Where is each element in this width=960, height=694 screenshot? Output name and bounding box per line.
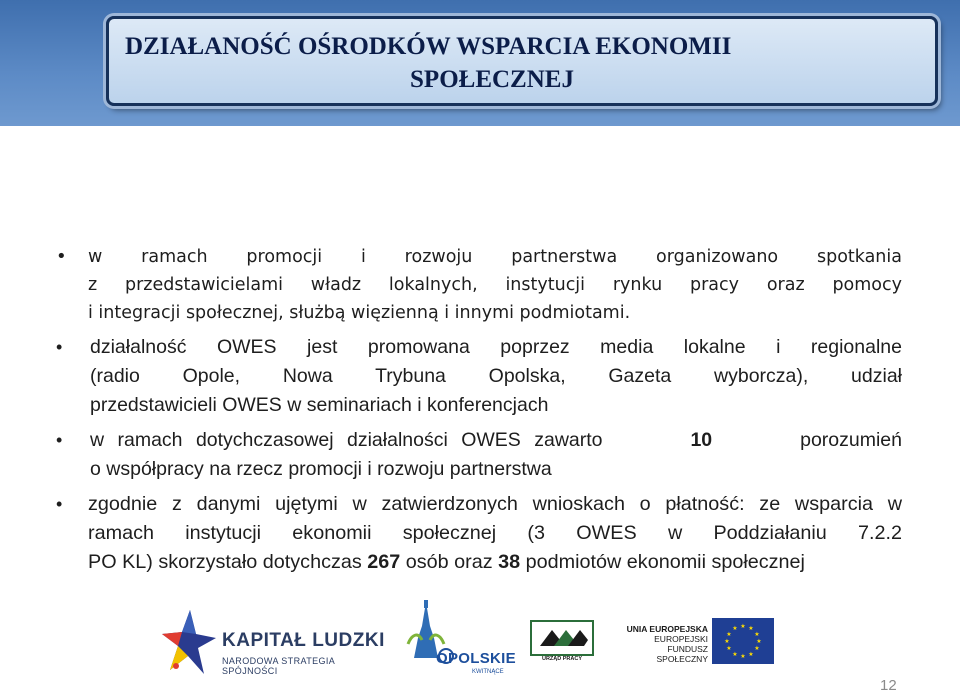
- bullet-dot-icon: •: [56, 337, 63, 357]
- slide-title: [109, 30, 935, 96]
- bullet-dot-icon: •: [56, 246, 67, 267]
- svg-text:★: ★: [748, 651, 754, 658]
- bullet-text: podmiotów ekonomii społecznej: [520, 551, 805, 573]
- svg-text:★: ★: [726, 631, 732, 638]
- svg-text:★: ★: [732, 651, 738, 658]
- page-number: 12: [880, 677, 897, 694]
- urzad-pracy-logo: [530, 620, 594, 668]
- entities-count: 38: [498, 551, 521, 573]
- bullet-line: [88, 426, 902, 455]
- eu-line2: EUROPEJSKI: [654, 634, 708, 644]
- bullet-line: ramach instytucji ekonomii społecznej (3 OWES w Poddziałaniu 7.2.2: [88, 522, 902, 544]
- kapital-ludzki-name: KAPITAŁ LUDZKI: [222, 630, 385, 651]
- bullet-line: zgodnie z danymi ujętymi w zatwierdzonych wnioskach o płatność: ze wsparcia w: [88, 493, 902, 515]
- bullet-line: i integracji społecznej, służbą więzienną i innymi podmiotami.: [88, 303, 631, 323]
- bullet-line: działalność OWES jest promowana poprzez media lokalne i regionalne: [90, 336, 902, 358]
- opolskie-subtitle: KWITNĄCE: [472, 669, 504, 675]
- bullet-item: [56, 490, 902, 577]
- svg-text:★: ★: [740, 623, 746, 630]
- urzad-pracy-label: URZĄD PRACY: [541, 656, 583, 662]
- logo-strip: [160, 598, 780, 684]
- svg-text:★: ★: [724, 638, 730, 645]
- eu-text: [614, 624, 708, 664]
- svg-text:★: ★: [740, 653, 746, 660]
- title-box: [106, 16, 938, 106]
- bullet-text: PO KL) skorzystało dotychczas: [88, 551, 368, 573]
- bullet-dot-icon: •: [56, 494, 63, 514]
- opolskie-logo: [398, 598, 518, 684]
- bullet-text: osób oraz: [400, 551, 499, 573]
- bullet-line: (radio Opole, Nowa Trybuna Opolska, Gazeta wyborcza), udział: [90, 365, 902, 387]
- bullet-item: [56, 333, 902, 420]
- eu-line3: FUNDUSZ SPOŁECZNY: [656, 644, 708, 664]
- bullet-line: z przedstawicielami władz lokalnych, instytucji rynku pracy oraz pomocy: [88, 275, 902, 295]
- urzad-pracy-emblem-icon: [530, 620, 594, 656]
- opolskie-name: OPOLSKIE: [436, 650, 516, 667]
- kapital-ludzki-logo: [160, 604, 388, 680]
- kapital-ludzki-subtitle: NARODOWA STRATEGIA SPÓJNOŚCI: [222, 656, 335, 676]
- bullet-line: przedstawicieli OWES w seminariach i konferencjach: [90, 394, 549, 416]
- svg-text:★: ★: [756, 638, 762, 645]
- kapital-ludzki-star-icon: [160, 604, 218, 680]
- svg-text:★: ★: [726, 645, 732, 652]
- eu-logo: [614, 618, 774, 670]
- bullet-text: w ramach dotychczasowej działalności OWES zawarto: [90, 429, 603, 451]
- slide-title-line2: SPOŁECZNEJ: [410, 66, 574, 93]
- bullet-line: [88, 548, 902, 577]
- bullet-text: porozumień: [800, 429, 902, 451]
- svg-text:★: ★: [754, 631, 760, 638]
- agreements-count: 10: [690, 429, 713, 451]
- eu-flag-icon: [712, 618, 774, 664]
- svg-text:★: ★: [748, 625, 754, 632]
- persons-count: 267: [367, 551, 401, 573]
- bullet-item: [56, 426, 902, 484]
- bullet-line: o współpracy na rzecz promocji i rozwoju partnerstwa: [90, 458, 552, 480]
- bullet-item: [56, 243, 902, 327]
- svg-text:★: ★: [732, 625, 738, 632]
- eu-line1: UNIA EUROPEJSKA: [626, 624, 708, 634]
- bullet-list: [56, 243, 902, 577]
- svg-text:★: ★: [754, 645, 760, 652]
- slide-title-line1: DZIAŁANOŚĆ OŚRODKÓW WSPARCIA EKONOMII: [125, 33, 732, 60]
- bullet-line: w ramach promocji i rozwoju partnerstwa organizowano spotkania: [88, 247, 902, 267]
- bullet-dot-icon: •: [56, 430, 63, 450]
